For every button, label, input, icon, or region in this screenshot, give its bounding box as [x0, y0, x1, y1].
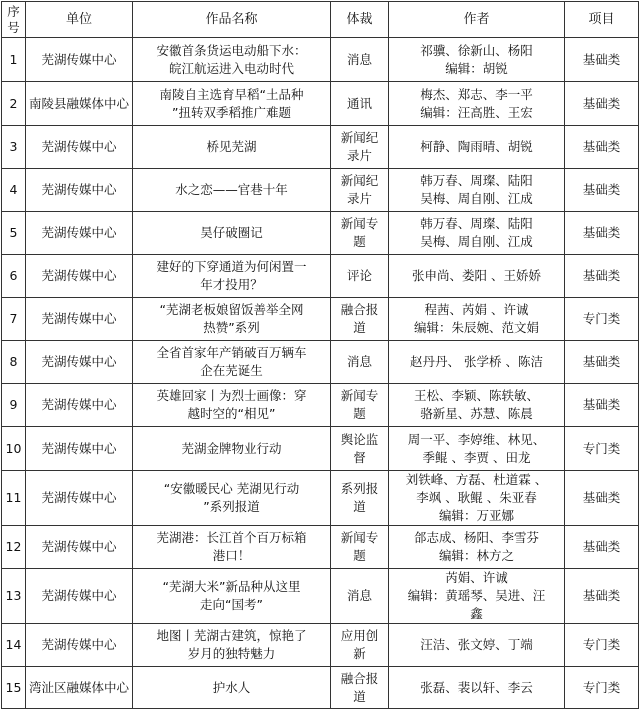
cell-seq: 8	[2, 341, 26, 384]
author-line: 韩万春、周璨、陆阳	[420, 173, 533, 188]
author-line: 编辑：万亚娜	[438, 508, 514, 523]
author-line: 赵丹丹、 张学桥 、陈洁	[410, 354, 543, 369]
header-author: 作者	[389, 2, 565, 38]
genre-line: 系列报	[340, 481, 379, 496]
cell-author	[389, 427, 565, 471]
author-line: 祁骥、徐新山、杨阳	[420, 42, 533, 58]
cell-genre	[331, 526, 389, 569]
cell-seq: 1	[2, 38, 26, 82]
genre-line: 新闻专	[340, 216, 379, 231]
title-line: 越时空的“相见”	[187, 406, 276, 421]
title-line: 昊仔破圈记	[200, 225, 263, 240]
cell-seq: 13	[2, 569, 26, 624]
author-line: 编辑：汪高胜、王宏	[420, 104, 533, 120]
cell-title	[133, 38, 331, 82]
header-unit: 单位	[26, 2, 133, 38]
title-line: 年才投用？	[200, 277, 263, 292]
author-line: 郃志成、杨阳、李雪芬	[413, 530, 539, 545]
title-line: 走向“国考”	[200, 597, 263, 612]
title-line: 芜湖港：长江首个百万标箱	[156, 530, 307, 545]
table-row	[2, 341, 639, 384]
cell-genre	[331, 341, 389, 384]
cell-seq: 4	[2, 169, 26, 212]
cell-category: 专门类	[565, 667, 639, 709]
cell-category: 基础类	[565, 341, 639, 384]
genre-line: 消息	[346, 354, 372, 369]
cell-author	[389, 38, 565, 82]
cell-category: 基础类	[565, 384, 639, 427]
cell-author	[389, 255, 565, 298]
author-line: 鑫	[470, 606, 483, 621]
cell-category: 基础类	[565, 82, 639, 126]
author-line: 韩万春、周璨、陆阳	[420, 216, 533, 231]
author-line: 吴梅、周自刚、江成	[420, 191, 533, 206]
genre-line: 题	[353, 406, 366, 421]
cell-genre	[331, 126, 389, 169]
table-row	[2, 667, 639, 709]
cell-title	[133, 471, 331, 526]
cell-author	[389, 471, 565, 526]
cell-category: 基础类	[565, 126, 639, 169]
cell-unit: 芜湖传媒中心	[26, 384, 133, 427]
cell-genre	[331, 427, 389, 471]
cell-seq: 7	[2, 298, 26, 341]
cell-title	[133, 82, 331, 126]
author-line: 程茜、芮娟 、许诚	[424, 302, 529, 317]
cell-category: 基础类	[565, 526, 639, 569]
table-row	[2, 212, 639, 255]
genre-line: 新闻纪	[340, 173, 379, 188]
cell-unit: 芜湖传媒中心	[26, 169, 133, 212]
genre-line: 题	[353, 234, 366, 249]
cell-author	[389, 569, 565, 624]
title-line: 英雄回家丨为烈士画像：穿	[156, 388, 307, 403]
genre-line: 新闻专	[340, 388, 379, 403]
header-category: 项目	[565, 2, 639, 38]
cell-unit: 芜湖传媒中心	[26, 471, 133, 526]
cell-title	[133, 569, 331, 624]
cell-title	[133, 341, 331, 384]
author-line: 张申尚、娄阳 、王娇娇	[412, 268, 541, 283]
author-line: 汪洁、张文婷、丁端	[420, 637, 533, 652]
genre-line: 评论	[346, 268, 372, 283]
title-line: 皖江航运进入电动时代	[168, 60, 294, 76]
cell-genre	[331, 624, 389, 667]
cell-genre	[331, 471, 389, 526]
cell-title	[133, 384, 331, 427]
cell-genre	[331, 38, 389, 82]
cell-unit: 芜湖传媒中心	[26, 38, 133, 82]
cell-seq: 9	[2, 384, 26, 427]
cell-seq: 3	[2, 126, 26, 169]
genre-line: 录片	[346, 191, 372, 206]
cell-title	[133, 624, 331, 667]
title-line: 水之恋——官巷十年	[175, 182, 288, 197]
cell-seq: 5	[2, 212, 26, 255]
cell-category: 基础类	[565, 38, 639, 82]
cell-seq: 15	[2, 667, 26, 709]
cell-author	[389, 298, 565, 341]
cell-unit: 芜湖传媒中心	[26, 427, 133, 471]
table-row	[2, 82, 639, 126]
table-row	[2, 471, 639, 526]
table-row	[2, 526, 639, 569]
author-line: 梅杰、郑志、李一平	[420, 86, 533, 102]
cell-unit: 芜湖传媒中心	[26, 212, 133, 255]
author-line: 编辑：胡锐	[445, 60, 508, 76]
title-line: “安徽暖民心 芜湖见行动	[163, 481, 300, 496]
cell-author	[389, 82, 565, 126]
cell-author	[389, 126, 565, 169]
award-table	[1, 1, 639, 709]
cell-unit: 芜湖传媒中心	[26, 126, 133, 169]
genre-line: 融合报	[340, 302, 379, 317]
cell-title	[133, 255, 331, 298]
title-line: 岁月的独特魅力	[187, 646, 276, 661]
cell-title	[133, 126, 331, 169]
title-line: 企在芜诞生	[200, 363, 263, 378]
cell-genre	[331, 82, 389, 126]
cell-category: 基础类	[565, 212, 639, 255]
cell-author	[389, 526, 565, 569]
author-line: 李飒 、耿鲲 、朱亚春	[416, 490, 537, 505]
cell-seq: 6	[2, 255, 26, 298]
cell-category: 专门类	[565, 624, 639, 667]
header-genre: 体裁	[331, 2, 389, 38]
cell-unit: 芜湖传媒中心	[26, 341, 133, 384]
cell-seq: 12	[2, 526, 26, 569]
table-row	[2, 38, 639, 82]
title-line: 桥见芜湖	[206, 139, 257, 154]
author-line: 骆新星、苏慧、陈晨	[420, 406, 533, 421]
header-row	[2, 2, 639, 38]
cell-title	[133, 427, 331, 471]
cell-seq: 2	[2, 82, 26, 126]
title-line: 芜湖金牌物业行动	[181, 440, 282, 456]
cell-seq: 10	[2, 427, 26, 471]
title-line: “芜湖老板娘留饭善举全网	[159, 302, 304, 317]
title-line: “芜湖大米”新品种从这里	[162, 579, 301, 594]
title-line: 建好的下穿通道为何闲置一	[156, 259, 307, 274]
cell-author	[389, 624, 565, 667]
cell-unit: 芜湖传媒中心	[26, 298, 133, 341]
cell-unit: 芜湖传媒中心	[26, 255, 133, 298]
genre-line: 舆论监	[340, 431, 379, 447]
title-line: 安徽首条货运电动船下水：	[156, 42, 307, 58]
author-line: 柯静、陶雨晴、胡锐	[420, 139, 533, 154]
cell-genre	[331, 384, 389, 427]
table-row	[2, 427, 639, 471]
cell-unit: 芜湖传媒中心	[26, 624, 133, 667]
cell-genre	[331, 569, 389, 624]
table-row	[2, 298, 639, 341]
author-line: 季鲲 、李贾 、田龙	[422, 449, 531, 465]
author-line: 编辑：朱辰婉、范文娟	[413, 320, 539, 335]
author-line: 吴梅、周自刚、江成	[420, 234, 533, 249]
cell-category: 基础类	[565, 471, 639, 526]
author-line: 编辑：黄瑶琴、吴进、汪	[407, 588, 546, 603]
cell-title	[133, 298, 331, 341]
cell-title	[133, 526, 331, 569]
header-title: 作品名称	[133, 2, 331, 38]
cell-author	[389, 384, 565, 427]
cell-unit: 芜湖传媒中心	[26, 526, 133, 569]
cell-unit: 南陵县融媒体中心	[26, 82, 133, 126]
table-row	[2, 569, 639, 624]
author-line: 王松、李颖、陈轶敏、	[413, 388, 539, 403]
cell-category: 基础类	[565, 169, 639, 212]
author-line: 张磊、裴以轩、李云	[420, 679, 533, 695]
cell-author	[389, 169, 565, 212]
genre-line: 融合报	[340, 670, 379, 686]
genre-line: 消息	[346, 588, 372, 603]
table-body	[2, 38, 639, 709]
cell-genre	[331, 255, 389, 298]
title-line: 南陵自主选育早稻“土品种	[159, 86, 304, 102]
cell-genre	[331, 298, 389, 341]
cell-title	[133, 667, 331, 709]
genre-line: 题	[353, 548, 366, 563]
genre-line: 督	[353, 449, 366, 465]
table-row	[2, 126, 639, 169]
author-line: 刘铁峰、方磊、杜道霖 、	[405, 472, 548, 487]
genre-line: 应用创	[340, 628, 379, 643]
cell-title	[133, 212, 331, 255]
title-line: 热赞”系列	[203, 320, 260, 335]
cell-genre	[331, 667, 389, 709]
author-line: 编辑：林方之	[438, 548, 514, 563]
cell-author	[389, 667, 565, 709]
title-line: 港口！	[212, 548, 251, 563]
genre-line: 消息	[346, 51, 372, 67]
title-line: 护水人	[212, 679, 251, 695]
title-line: ”系列报道	[203, 499, 260, 514]
cell-category: 专门类	[565, 298, 639, 341]
genre-line: 新	[353, 646, 366, 661]
genre-line: 新闻纪	[340, 130, 379, 145]
author-line: 周一平、李婷维、林见、	[407, 431, 546, 447]
cell-title	[133, 169, 331, 212]
cell-unit: 芜湖传媒中心	[26, 569, 133, 624]
genre-line: 道	[353, 499, 366, 514]
title-line: ”扭转双季稻推广难题	[172, 104, 291, 120]
cell-unit: 湾沚区融媒体中心	[26, 667, 133, 709]
header-seq: 序号	[2, 2, 26, 38]
table-row	[2, 255, 639, 298]
cell-category: 基础类	[565, 569, 639, 624]
title-line: 地图丨芜湖古建筑，惊艳了	[156, 628, 307, 643]
title-line: 全省首家年产销破百万辆车	[156, 345, 307, 360]
genre-line: 录片	[346, 148, 372, 163]
cell-genre	[331, 169, 389, 212]
cell-author	[389, 212, 565, 255]
genre-line: 道	[353, 688, 366, 704]
genre-line: 通讯	[346, 95, 372, 111]
author-line: 芮娟、许诚	[445, 570, 508, 585]
cell-seq: 11	[2, 471, 26, 526]
genre-line: 道	[353, 320, 366, 335]
table-row	[2, 624, 639, 667]
genre-line: 新闻专	[340, 530, 379, 545]
cell-category: 基础类	[565, 255, 639, 298]
cell-author	[389, 341, 565, 384]
cell-seq: 14	[2, 624, 26, 667]
table-row	[2, 169, 639, 212]
cell-category: 专门类	[565, 427, 639, 471]
table-row	[2, 384, 639, 427]
cell-genre	[331, 212, 389, 255]
